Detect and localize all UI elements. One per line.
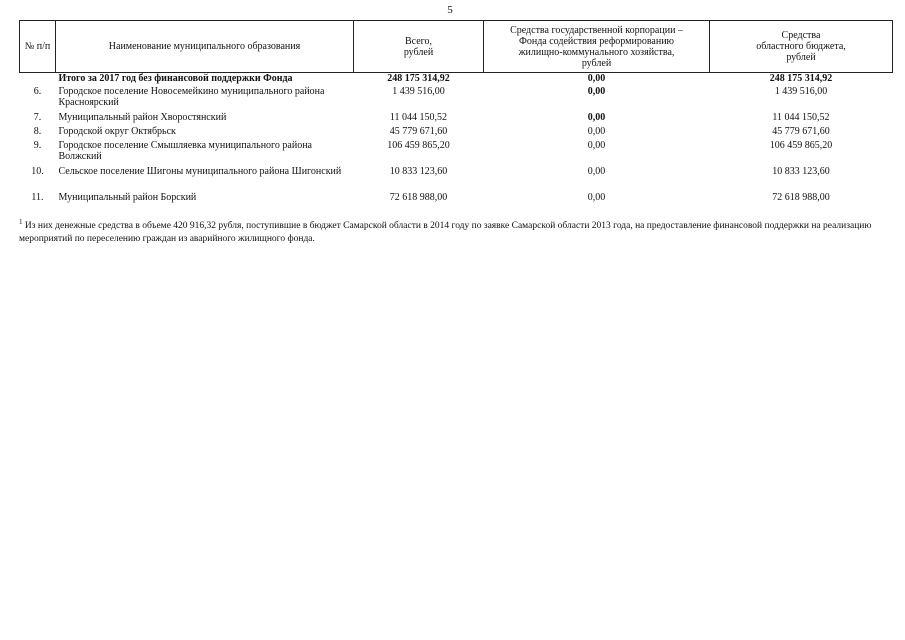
header-region: Средства областного бюджета, рублей	[710, 21, 893, 73]
total-row-label: Итого за 2017 год без финансовой поддержки Фонда	[58, 73, 293, 84]
total-row-total: 248 175 314,92	[387, 73, 450, 84]
row-num: 8.	[33, 126, 42, 137]
row-fund: 0,00	[587, 166, 606, 177]
total-row-region: 248 175 314,92	[769, 73, 833, 84]
row-num: 10.	[31, 166, 44, 177]
row-region: 10 833 123,60	[772, 166, 830, 177]
table-row	[20, 86, 893, 112]
row-name: Муниципальный район Борский	[58, 192, 197, 203]
table-row	[20, 140, 893, 166]
table-row	[20, 126, 893, 140]
header-total: Всего, рублей	[354, 21, 484, 73]
row-name: Городской округ Октябрьск	[58, 126, 176, 137]
header-name: Наименование муниципального образования	[56, 21, 354, 73]
row-fund: 0,00	[587, 140, 606, 151]
row-name: Городское поселение Новосемейкино муниципального района Красноярский	[58, 86, 325, 108]
table-row	[20, 166, 893, 192]
row-num: 11.	[31, 192, 44, 203]
row-total: 10 833 123,60	[389, 166, 448, 177]
row-num: 6.	[33, 86, 42, 97]
table-header-row	[20, 21, 893, 73]
row-total: 72 618 988,00	[389, 192, 448, 203]
row-name: Сельское поселение Шигоны муниципального района Шигонский	[58, 166, 342, 177]
footnote-marker: 1	[19, 217, 23, 226]
header-fund: Средства государственной корпорации – Фонда содействия реформированию жилищно-коммунального хозяйства, рублей	[484, 21, 710, 73]
table-body	[20, 73, 893, 207]
row-total: 1 439 516,00	[392, 86, 445, 97]
allocation-table	[19, 20, 893, 206]
table-row	[20, 112, 893, 126]
row-fund: 0,00	[587, 126, 606, 137]
row-region: 11 044 150,52	[772, 112, 830, 123]
row-num: 9.	[33, 140, 42, 151]
footnote-text: Из них денежные средства в объеме 420 916,32 рубля, поступившие в бюджет Самарской области в 2014 году по заявке Самарской области 2013 года, на предоставление финансовой поддержки на реализацию мероприятий по переселению граждан из аварийного жилищного фонда.	[19, 221, 872, 244]
footnote	[19, 217, 879, 245]
total-row	[20, 73, 893, 87]
row-fund: 0,00	[587, 86, 606, 97]
row-fund: 0,00	[587, 112, 606, 123]
page-number: 5	[447, 4, 453, 16]
row-num: 7.	[33, 112, 42, 123]
row-total: 106 459 865,20	[387, 140, 450, 151]
row-region: 72 618 988,00	[772, 192, 830, 203]
table-row	[20, 192, 893, 206]
total-row-fund: 0,00	[587, 73, 606, 84]
row-region: 1 439 516,00	[774, 86, 828, 97]
row-total: 45 779 671,60	[389, 126, 448, 137]
row-fund: 0,00	[587, 192, 606, 203]
row-region: 106 459 865,20	[769, 140, 833, 151]
total-row-num	[20, 73, 56, 87]
header-num: № п/п	[20, 21, 56, 73]
row-region: 45 779 671,60	[772, 126, 830, 137]
row-name: Муниципальный район Хворостянский	[58, 112, 227, 123]
row-name: Городское поселение Смышляевка муниципального района Волжский	[58, 140, 312, 162]
row-total: 11 044 150,52	[389, 112, 448, 123]
